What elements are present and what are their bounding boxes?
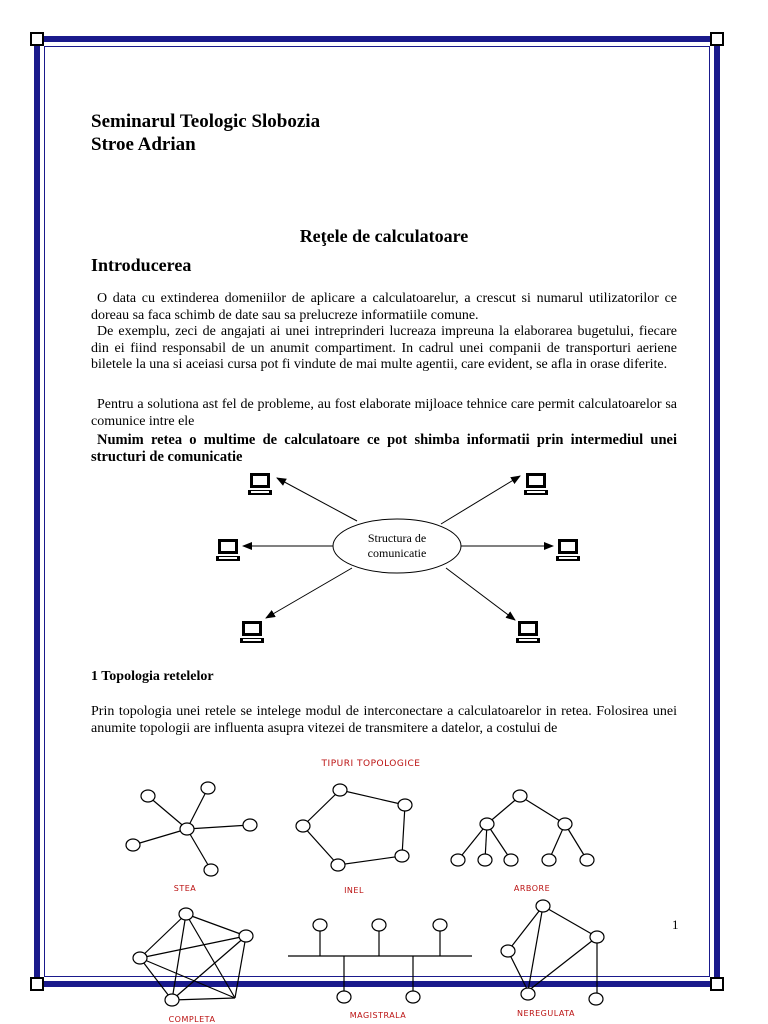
bus-topology [288,919,472,1003]
label-irregular: NEREGULATA [517,1009,575,1018]
tree-topology [451,790,594,866]
definition-paragraph: Numim retea o multime de calculatoare ce pot shimba informatii prin intermediul unei structuri de comunicatie [91,432,677,465]
label-bus: MAGISTRALA [349,1011,407,1020]
paragraph-2: De exemplu, zeci de angajati ai unei intreprinderi lucreaza impreuna la elaborarea bugetului, fiecare din ei fiind responsabil de un anumit compartiment. In cadrul unei companii de transporturi aeriene biletele la una si aceiasi cursa pot fi vindute de mai multe agentii, care evident, se afla in orase diferite. [91,324,677,372]
section-heading-topology: 1 Topologia retelelor [91,669,214,684]
paragraph-3: Pentru a solutiona ast fel de probleme, au fost elaborate mijloace tehnice care permit calculatoarelor sa comunice intre ele [91,397,677,429]
star-topology [126,782,257,876]
label-star: STEA [173,884,197,893]
page-number: 1 [672,917,679,932]
document-title: Reţele de calculatoare [299,226,469,246]
label-ring: INEL [344,886,364,895]
paragraph-1: O data cu extinderea domeniilor de aplicare a calculatoarelur, a crescut si numarul utilizatorilor ce doreau sa faca schimb de date sau sa prelucreze informatiile comune. [91,291,677,323]
school-name: Seminarul Teologic Slobozia [91,111,321,132]
center-label-line1: Structura de [367,531,427,545]
center-label-line2: comunicatie [367,546,427,560]
topology-paragraph: Prin topologia unei retele se intelege modul de interconectare a calculatoarelor in retea. Folosirea unei anumite topologii are influenta asupra vitezei de transmitere a datelor, a costului de [91,704,677,736]
complete-topology [133,908,253,1006]
ring-topology [296,784,412,871]
irregular-topology [501,900,604,1005]
label-tree: ARBORE [513,884,551,893]
author-name: Stroe Adrian [91,134,196,155]
topology-figure-title: TIPURI TOPOLOGICE [321,759,421,769]
section-heading-introduction: Introducerea [91,255,192,275]
label-complete: COMPLETA [168,1015,216,1024]
